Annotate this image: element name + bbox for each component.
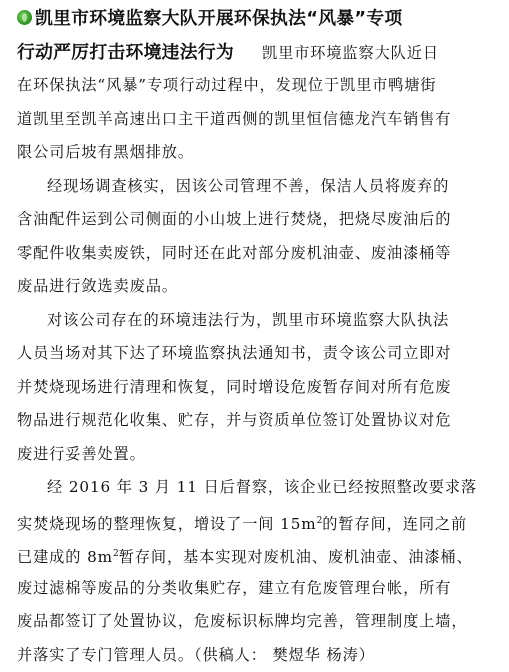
paragraph-4-line-3-text-a: 已建成的 8m bbox=[17, 548, 113, 566]
paragraph-4-line-6: 并落实了专门管理人员。（供稿人： 樊煜华 杨涛） bbox=[17, 639, 499, 672]
paragraph-2-line-1: 经现场调查核实，因该公司管理不善，保洁人员将废弃的 bbox=[17, 170, 499, 204]
paragraph-4-line-5: 废品都签订了处置协议，危废标识标牌均完善，管理制度上墙， bbox=[17, 605, 499, 639]
square-meter-superscript: 2 bbox=[113, 549, 119, 559]
paragraph-4-line-2 bbox=[17, 505, 499, 539]
paragraph-4-line-4: 废过滤棉等废品的分类收集贮存，建立有危废管理台帐，所有 bbox=[17, 572, 499, 606]
paragraph-2-line-4: 废品进行敛选卖废品。 bbox=[17, 270, 499, 304]
paragraph-3-line-5: 废进行妥善处置。 bbox=[17, 438, 499, 472]
paragraph-1-line-2: 在环保执法“风暴”专项行动过程中，发现位于凯里市鸭塘街 bbox=[17, 69, 499, 103]
paragraph-2-line-2: 含油配件运到公司侧面的小山坡上进行焚烧，把烧尽废油后的 bbox=[17, 203, 499, 237]
paragraph-1-line-1: 凯里市环境监察大队近日 bbox=[262, 44, 439, 62]
paragraph-2-line-3: 零配件收集卖废铁，同时还在此对部分废机油壶、废油漆桶等 bbox=[17, 237, 499, 271]
paragraph-1-line-4: 限公司后坡有黑烟排放。 bbox=[17, 136, 499, 170]
paragraph-4-line-3-text-b: 暂存间，基本实现对废机油、废机油壶、油漆桶、 bbox=[119, 548, 473, 566]
article-title-continuation-line bbox=[17, 36, 499, 70]
paragraph-1-line-3: 道凯里至凯羊高速出口主干道西侧的凯里恒信德龙汽车销售有 bbox=[17, 103, 499, 137]
paragraph-1 bbox=[17, 69, 499, 170]
paragraph-4-line-3 bbox=[17, 538, 499, 572]
paragraph-4-line-1: 经 2016 年 3 月 11 日后督察，该企业已经按照整改要求落 bbox=[17, 471, 499, 505]
article-title-line bbox=[17, 2, 499, 36]
square-meter-superscript: 2 bbox=[317, 516, 323, 526]
paragraph-4-line-2-text-b: 的暂存间，连同之前 bbox=[322, 515, 467, 533]
article-title-part1: 凯里市环境监察大队开展环保执法“风暴”专项 bbox=[35, 8, 403, 29]
paragraph-3-line-3: 并焚烧现场进行清理和恢复，同时增设危废暂存间对所有危废 bbox=[17, 371, 499, 405]
paragraph-3-line-4: 物品进行规范化收集、贮存，并与资质单位签订处置协议对危 bbox=[17, 404, 499, 438]
green-bullet-icon bbox=[17, 10, 32, 25]
paragraph-3-line-2: 人员当场对其下达了环境监察执法通知书，责令该公司立即对 bbox=[17, 337, 499, 371]
paragraph-2 bbox=[17, 170, 499, 304]
paragraph-4 bbox=[17, 471, 499, 672]
paragraph-3-line-1: 对该公司存在的环境违法行为，凯里市环境监察大队执法 bbox=[17, 304, 499, 338]
article-title-part2: 行动严厉打击环境违法行为 bbox=[17, 42, 234, 63]
paragraph-4-line-2-text-a: 实焚烧现场的整理恢复，增设了一间 15m bbox=[17, 515, 317, 533]
article bbox=[17, 2, 499, 672]
paragraph-3 bbox=[17, 304, 499, 472]
